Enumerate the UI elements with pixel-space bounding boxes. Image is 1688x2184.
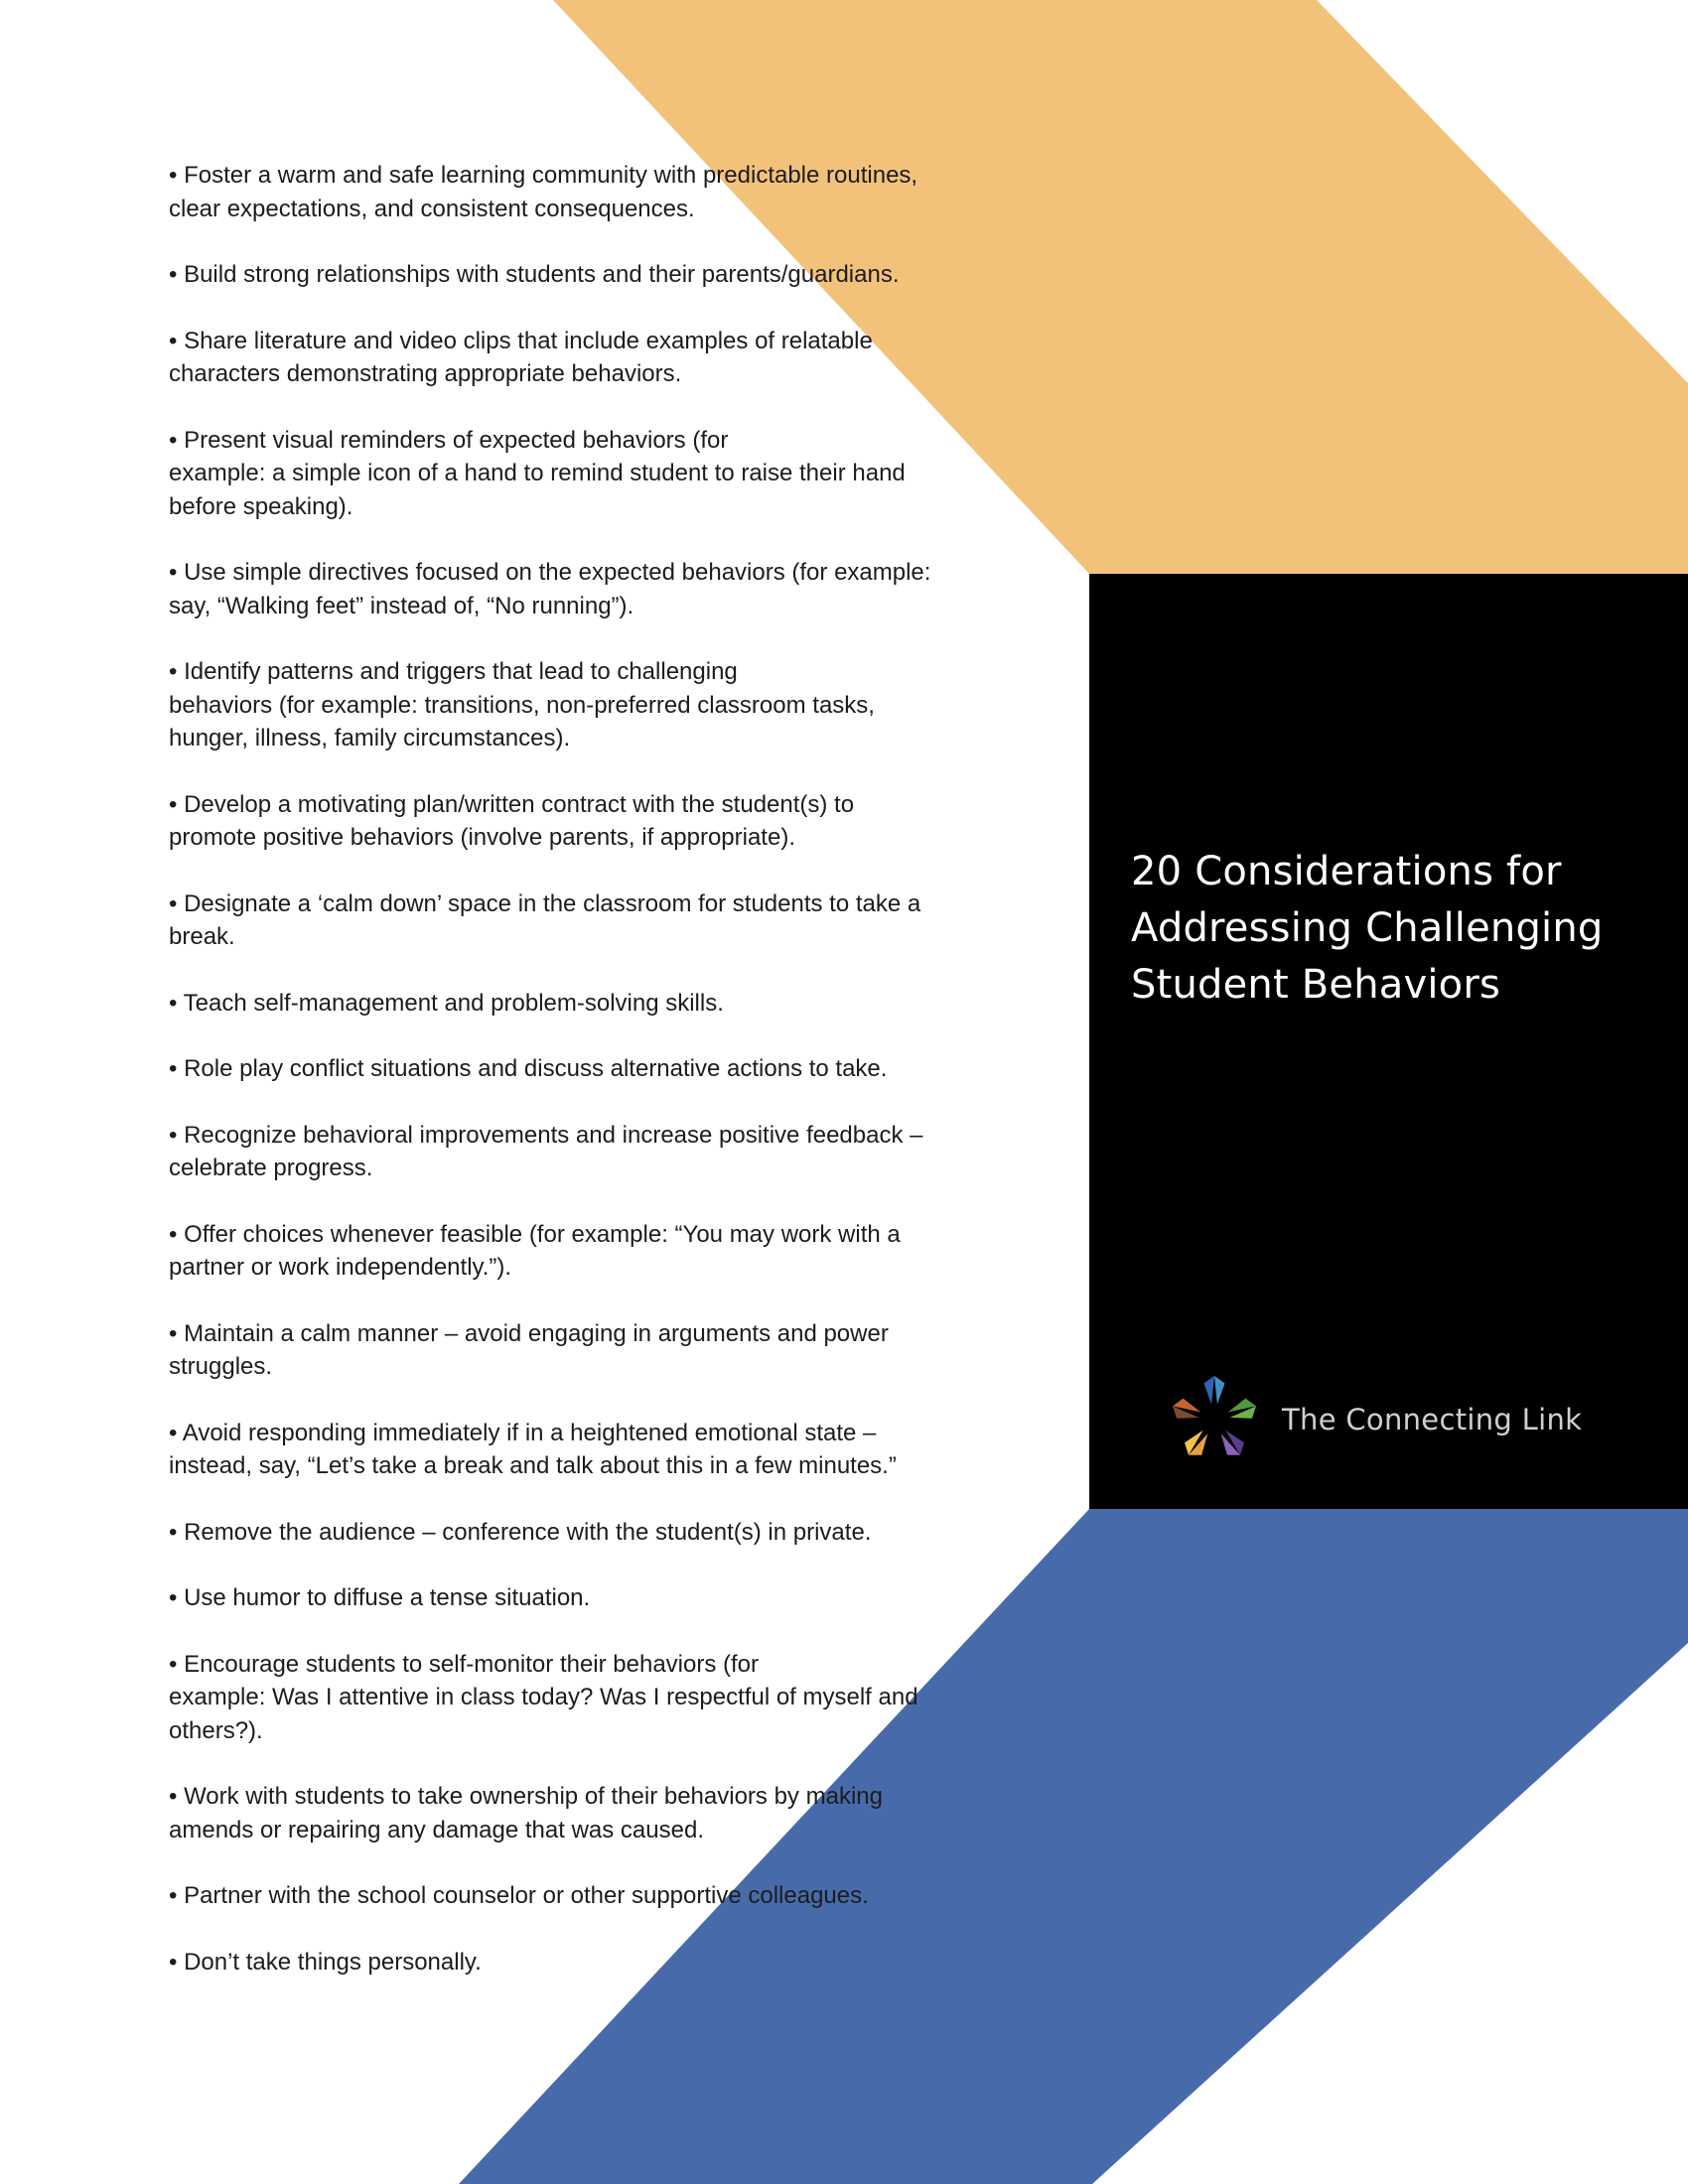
- list-item: • Identify patterns and triggers that lead to challenging behaviors (for example: transitions, non-preferred classroom tasks, hunger, illness, family circumstances).: [169, 658, 875, 751]
- list-item: • Develop a motivating plan/written contract with the student(s) to promote positive behaviors (involve parents, if appropriate).: [169, 790, 855, 851]
- list-item: • Use humor to diffuse a tense situation.: [169, 1584, 591, 1611]
- organization-logo: [1165, 1372, 1661, 1467]
- list-item: • Role play conflict situations and discuss alternative actions to take.: [169, 1055, 888, 1082]
- list-item: • Recognize behavioral improvements and increase positive feedback – celebrate progress.: [169, 1121, 923, 1181]
- list-item: • Don’t take things personally.: [169, 1948, 482, 1976]
- title-line-3: Student Behaviors: [1131, 962, 1501, 1008]
- page-title: [1131, 844, 1667, 1014]
- list-item: • Build strong relationships with students and their parents/guardians.: [169, 261, 900, 288]
- list-item: • Work with students to take ownership of their behaviors by making amends or repairing any damage that was caused.: [169, 1783, 883, 1843]
- list-item: • Foster a warm and safe learning community with predictable routines, clear expectations, and consistent consequences.: [169, 162, 918, 222]
- considerations-list: [169, 159, 1003, 1979]
- list-item: • Share literature and video clips that include examples of relatable characters demonstrating appropriate behaviors.: [169, 327, 873, 387]
- list-item: • Present visual reminders of expected behaviors (for example: a simple icon of a hand to remind student to raise their hand before speaking).: [169, 426, 906, 520]
- list-item: • Offer choices whenever feasible (for example: “You may work with a partner or work independently.”).: [169, 1220, 901, 1281]
- list-item: • Remove the audience – conference with the student(s) in private.: [169, 1518, 872, 1546]
- list-item: • Maintain a calm manner – avoid engaging in arguments and power struggles.: [169, 1319, 889, 1380]
- list-item: • Designate a ‘calm down’ space in the classroom for students to take a break.: [169, 889, 921, 950]
- title-panel: [1089, 574, 1688, 1509]
- organization-name: The Connecting Link: [1282, 1403, 1583, 1436]
- list-item: • Use simple directives focused on the expected behaviors (for example: say, “Walking feet” instead of, “No running”).: [169, 559, 931, 619]
- considerations-content: [169, 159, 1003, 2011]
- title-line-1: 20 Considerations for: [1131, 849, 1562, 894]
- list-item: • Avoid responding immediately if in a heightened emotional state – instead, say, “Let’s take a break and talk about this in a few minutes.”: [169, 1419, 897, 1479]
- list-item: • Encourage students to self-monitor their behaviors (for example: Was I attentive in class today? Was I respectful of myself and others?).: [169, 1650, 918, 1744]
- list-item: • Partner with the school counselor or other supportive colleagues.: [169, 1882, 869, 1909]
- list-item: • Teach self-management and problem-solving skills.: [169, 989, 724, 1017]
- star-logo-icon: [1165, 1372, 1264, 1467]
- title-line-2: Addressing Challenging: [1131, 905, 1604, 951]
